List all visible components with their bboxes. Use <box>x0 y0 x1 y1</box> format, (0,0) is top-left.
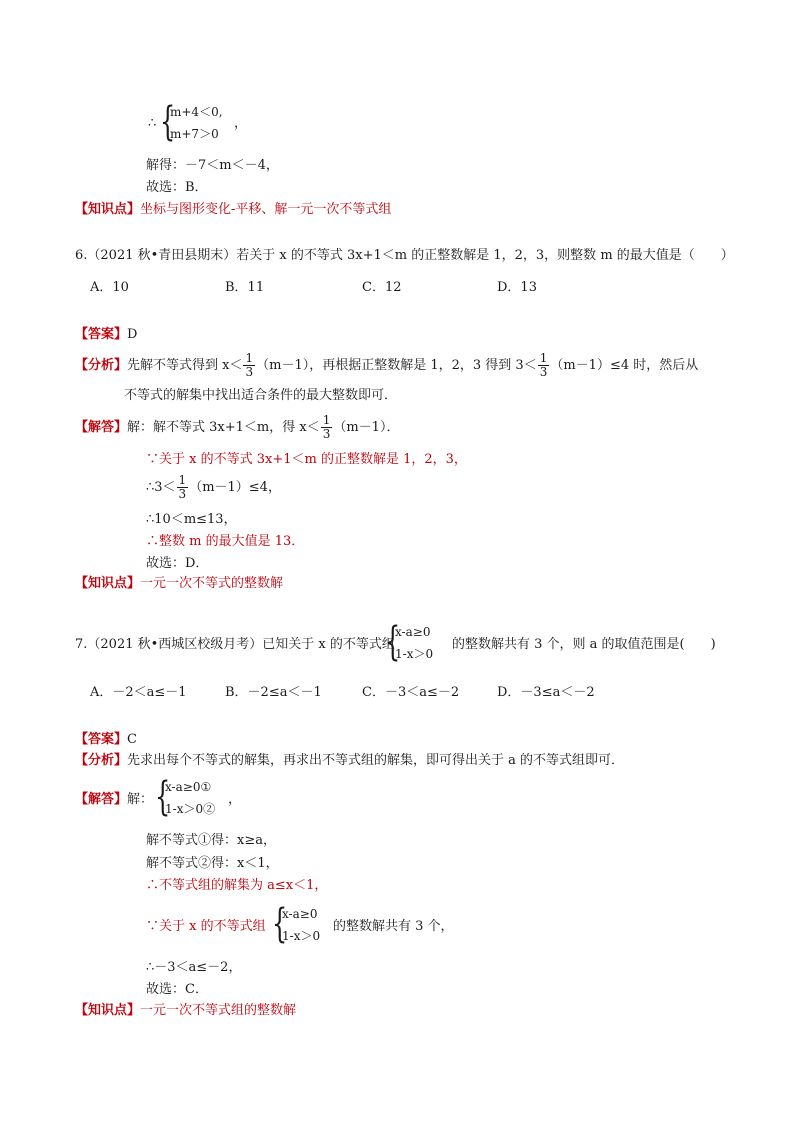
system-row: m+4＜0, <box>170 105 223 119</box>
q7-solution-line4a: ∵关于 x 的不等式组 <box>146 919 266 934</box>
q5-choose-line: 故选：B． <box>146 180 208 195</box>
brace-icon: { <box>160 99 176 145</box>
therefore-symbol: ∴ <box>148 116 157 131</box>
q7-knowledge <box>75 1002 296 1020</box>
q7-option-c: C．－3＜a≤－2 <box>362 685 460 700</box>
fraction-numerator: 1 <box>322 413 331 427</box>
solution-text: 解：解不等式 3x+1＜m，得 x＜ <box>127 420 320 435</box>
q7-stem-system <box>385 619 455 666</box>
analysis-text: 先解不等式得到 x＜ <box>127 358 243 373</box>
knowledge-tag: 【知识点】 <box>75 1003 141 1018</box>
analysis-tag: 【分析】 <box>75 358 128 373</box>
system-comma: ， <box>228 792 242 807</box>
solution-text: （m－1）． <box>333 420 400 435</box>
q6-stem: 6.（2021 秋•青田县期末）若关于 x 的不等式 3x+1＜m 的正整数解是 1，2，3，则整数 m 的最大值是（ ） <box>75 248 734 263</box>
answer-value: C <box>127 732 137 747</box>
fraction-numerator: 1 <box>539 351 548 365</box>
q7-solution-system-2 <box>272 901 342 948</box>
q7-stem-part2: 的整数解共有 3 个，则 a 的取值范围是( ) <box>452 637 716 652</box>
brace-icon: { <box>272 901 288 947</box>
q7-solution-line6: 故选：C． <box>146 982 208 997</box>
q7-option-d: D．－3≤a＜－2 <box>497 685 595 700</box>
knowledge-text: 坐标与图形变化-平移、解一元一次不等式组 <box>140 202 392 217</box>
q6-option-b: B．11 <box>225 280 265 295</box>
answer-tag: 【答案】 <box>75 732 128 747</box>
analysis-text: 先求出每个不等式的解集，再求出不等式组的解集，即可得出关于 a 的不等式组即可． <box>127 753 625 768</box>
fraction-denominator: 3 <box>539 365 548 379</box>
system-row: x-a≥0① <box>165 780 212 794</box>
solution-tag: 【解答】 <box>75 792 128 807</box>
knowledge-tag: 【知识点】 <box>75 202 141 217</box>
fraction-denominator: 3 <box>245 365 254 379</box>
q6-analysis-line1 <box>75 352 698 379</box>
q7-option-b: B．－2≤a＜－1 <box>225 685 322 700</box>
knowledge-text: 一元一次不等式的整数解 <box>140 576 284 591</box>
q7-solution-line2: 解不等式②得：x＜1， <box>146 856 279 871</box>
system-row: x-a≥0 <box>282 907 318 921</box>
q6-solution-line2: ∵关于 x 的不等式 3x+1＜m 的正整数解是 1，2，3， <box>146 452 467 467</box>
q7-answer <box>75 731 137 749</box>
q5-knowledge <box>75 201 391 219</box>
q7-solution-line1: 解不等式①得：x≥a， <box>146 833 276 848</box>
q6-solution-line3 <box>146 474 281 501</box>
analysis-text: （m－1），再根据正整数解是 1，2，3 得到 3＜ <box>256 358 537 373</box>
answer-value: D <box>127 327 138 342</box>
q6-solution-line5: ∴整数 m 的最大值是 13． <box>146 534 305 549</box>
q5-system <box>148 99 258 146</box>
q7-solution-line5: ∴－3＜a≤－2， <box>146 960 242 975</box>
q6-option-d: D．13 <box>497 280 537 295</box>
fraction <box>538 352 550 379</box>
q6-solution-line6: 故选：D． <box>146 556 209 571</box>
answer-tag: 【答案】 <box>75 327 128 342</box>
q7-option-a: A．－2＜a≤－1 <box>90 685 187 700</box>
solution-text: ∴3＜ <box>146 480 176 495</box>
q7-solution-line4b: 的整数解共有 3 个， <box>333 919 454 934</box>
knowledge-tag: 【知识点】 <box>75 576 141 591</box>
analysis-tag: 【分析】 <box>75 753 128 768</box>
q6-answer <box>75 326 137 344</box>
solution-text: 解： <box>127 792 154 807</box>
fraction <box>177 474 189 501</box>
brace-icon: { <box>155 774 171 820</box>
q6-knowledge <box>75 575 283 593</box>
system-row: 1-x＞0 <box>282 929 321 943</box>
fraction <box>243 352 255 379</box>
system-row: 1-x＞0 <box>395 647 434 661</box>
q7-solution-lead <box>75 791 153 809</box>
q6-option-a: A．10 <box>90 280 129 295</box>
brace-icon: { <box>385 619 401 665</box>
q6-solution-line1 <box>75 414 399 441</box>
q7-analysis <box>75 752 624 770</box>
knowledge-text: 一元一次不等式组的整数解 <box>140 1003 297 1018</box>
system-comma: ， <box>234 116 248 131</box>
q7-solution-line3: ∴不等式组的解集为 a≤x＜1， <box>146 878 328 893</box>
system-row: x-a≥0 <box>395 625 431 639</box>
fraction-denominator: 3 <box>178 487 187 501</box>
solution-tag: 【解答】 <box>75 420 128 435</box>
fraction <box>321 414 333 441</box>
q6-option-c: C．12 <box>362 280 402 295</box>
q7-stem-part1: 7.（2021 秋•西城区校级月考）已知关于 x 的不等式组 <box>75 637 395 652</box>
q6-solution-line4: ∴10＜m≤13， <box>146 512 237 527</box>
solution-text: （m－1）≤4， <box>189 480 281 495</box>
q6-analysis-line2: 不等式的解集中找出适合条件的最大整数即可． <box>124 388 398 403</box>
system-row: 1-x＞0② <box>165 802 216 816</box>
q5-solve-line: 解得：－7＜m＜－4， <box>146 158 279 173</box>
analysis-text: （m－1）≤4 时，然后从 <box>550 358 699 373</box>
system-row: m+7＞0 <box>170 127 219 141</box>
fraction-denominator: 3 <box>322 427 331 441</box>
fraction-numerator: 1 <box>245 351 254 365</box>
fraction-numerator: 1 <box>178 473 187 487</box>
